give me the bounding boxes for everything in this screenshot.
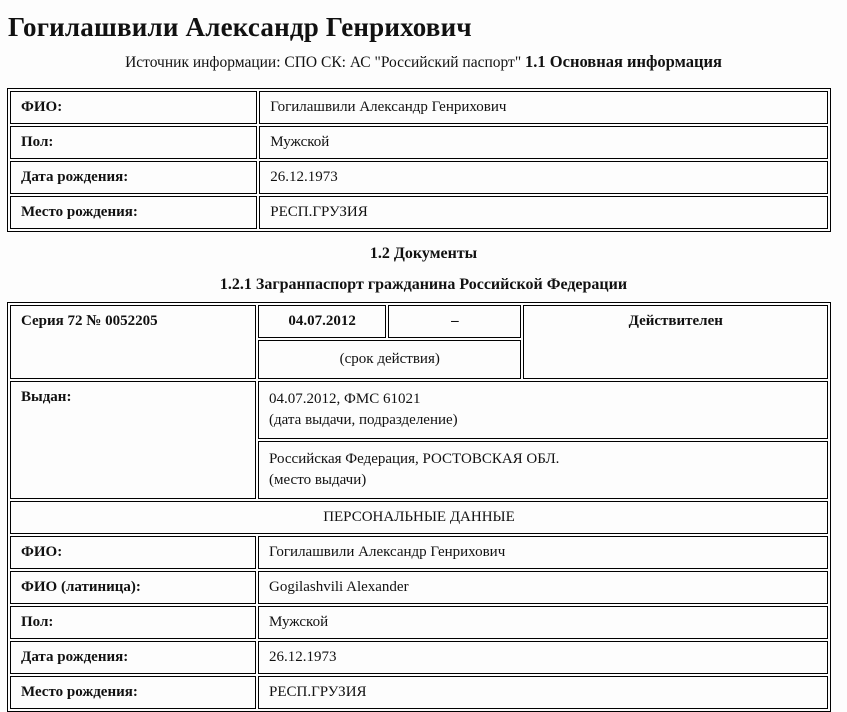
table-row: [10, 676, 828, 709]
basic-info-table: [7, 88, 831, 232]
table-row: [10, 126, 828, 159]
field-value: Gogilashvili Alexander: [258, 571, 828, 604]
table-row: [10, 606, 828, 639]
field-label: Дата рождения:: [10, 641, 256, 674]
field-value: 26.12.1973: [259, 161, 828, 194]
field-value: Мужской: [259, 126, 828, 159]
issued-value: 04.07.2012, ФМС 61021: [269, 391, 421, 408]
section-heading-passport: 1.2.1 Загранпаспорт гражданина Российской Федерации: [219, 276, 628, 294]
issue-place-cell: [258, 441, 828, 499]
section-1-1-label: 1.1 Основная информация: [525, 52, 722, 72]
issued-caption: (дата выдачи, подразделение): [269, 412, 458, 429]
field-label: Дата рождения:: [10, 161, 257, 194]
field-label: Место рождения:: [10, 196, 257, 229]
table-row: [10, 571, 828, 604]
table-row: [10, 501, 828, 534]
field-value: РЕСП.ГРУЗИЯ: [258, 676, 828, 709]
field-value: РЕСП.ГРУЗИЯ: [259, 196, 828, 229]
table-row: [10, 91, 828, 124]
issue-place-caption: (место выдачи): [269, 472, 367, 489]
field-label: Пол:: [10, 126, 257, 159]
field-value: Гогилашвили Александр Генрихович: [258, 536, 828, 569]
page-title: Гогилашвили Александр Генрихович: [8, 12, 472, 42]
passport-series-cell: Серия 72 № 0052205: [10, 305, 256, 379]
valid-to-cell: –: [388, 305, 521, 338]
table-row: [10, 161, 828, 194]
field-label: Пол:: [10, 606, 256, 639]
issued-label-cell: Выдан:: [10, 381, 256, 499]
source-prefix: Источник информации: СПО СК: АС "Российский паспорт": [125, 54, 526, 72]
valid-from-cell: 04.07.2012: [258, 305, 386, 338]
field-label: ФИО:: [10, 536, 256, 569]
field-value: Гогилашвили Александр Генрихович: [259, 91, 828, 124]
table-row: [10, 305, 828, 338]
table-row: [10, 381, 828, 439]
field-label: ФИО:: [10, 91, 257, 124]
field-label: ФИО (латиница):: [10, 571, 256, 604]
issued-date-cell: [258, 381, 828, 439]
personal-data-header-cell: ПЕРСОНАЛЬНЫЕ ДАННЫЕ: [10, 501, 828, 534]
field-label: Место рождения:: [10, 676, 256, 709]
table-row: [10, 536, 828, 569]
section-heading-documents: 1.2 Документы: [369, 245, 478, 263]
source-line: [0, 52, 847, 72]
field-value: 26.12.1973: [258, 641, 828, 674]
status-cell: Действителен: [523, 305, 828, 379]
issue-place-value: Российская Федерация, РОСТОВСКАЯ ОБЛ.: [269, 451, 560, 468]
table-row: [10, 196, 828, 229]
passport-table: [7, 302, 831, 712]
validity-caption-cell: (срок действия): [258, 340, 521, 379]
table-row: [10, 641, 828, 674]
field-value: Мужской: [258, 606, 828, 639]
